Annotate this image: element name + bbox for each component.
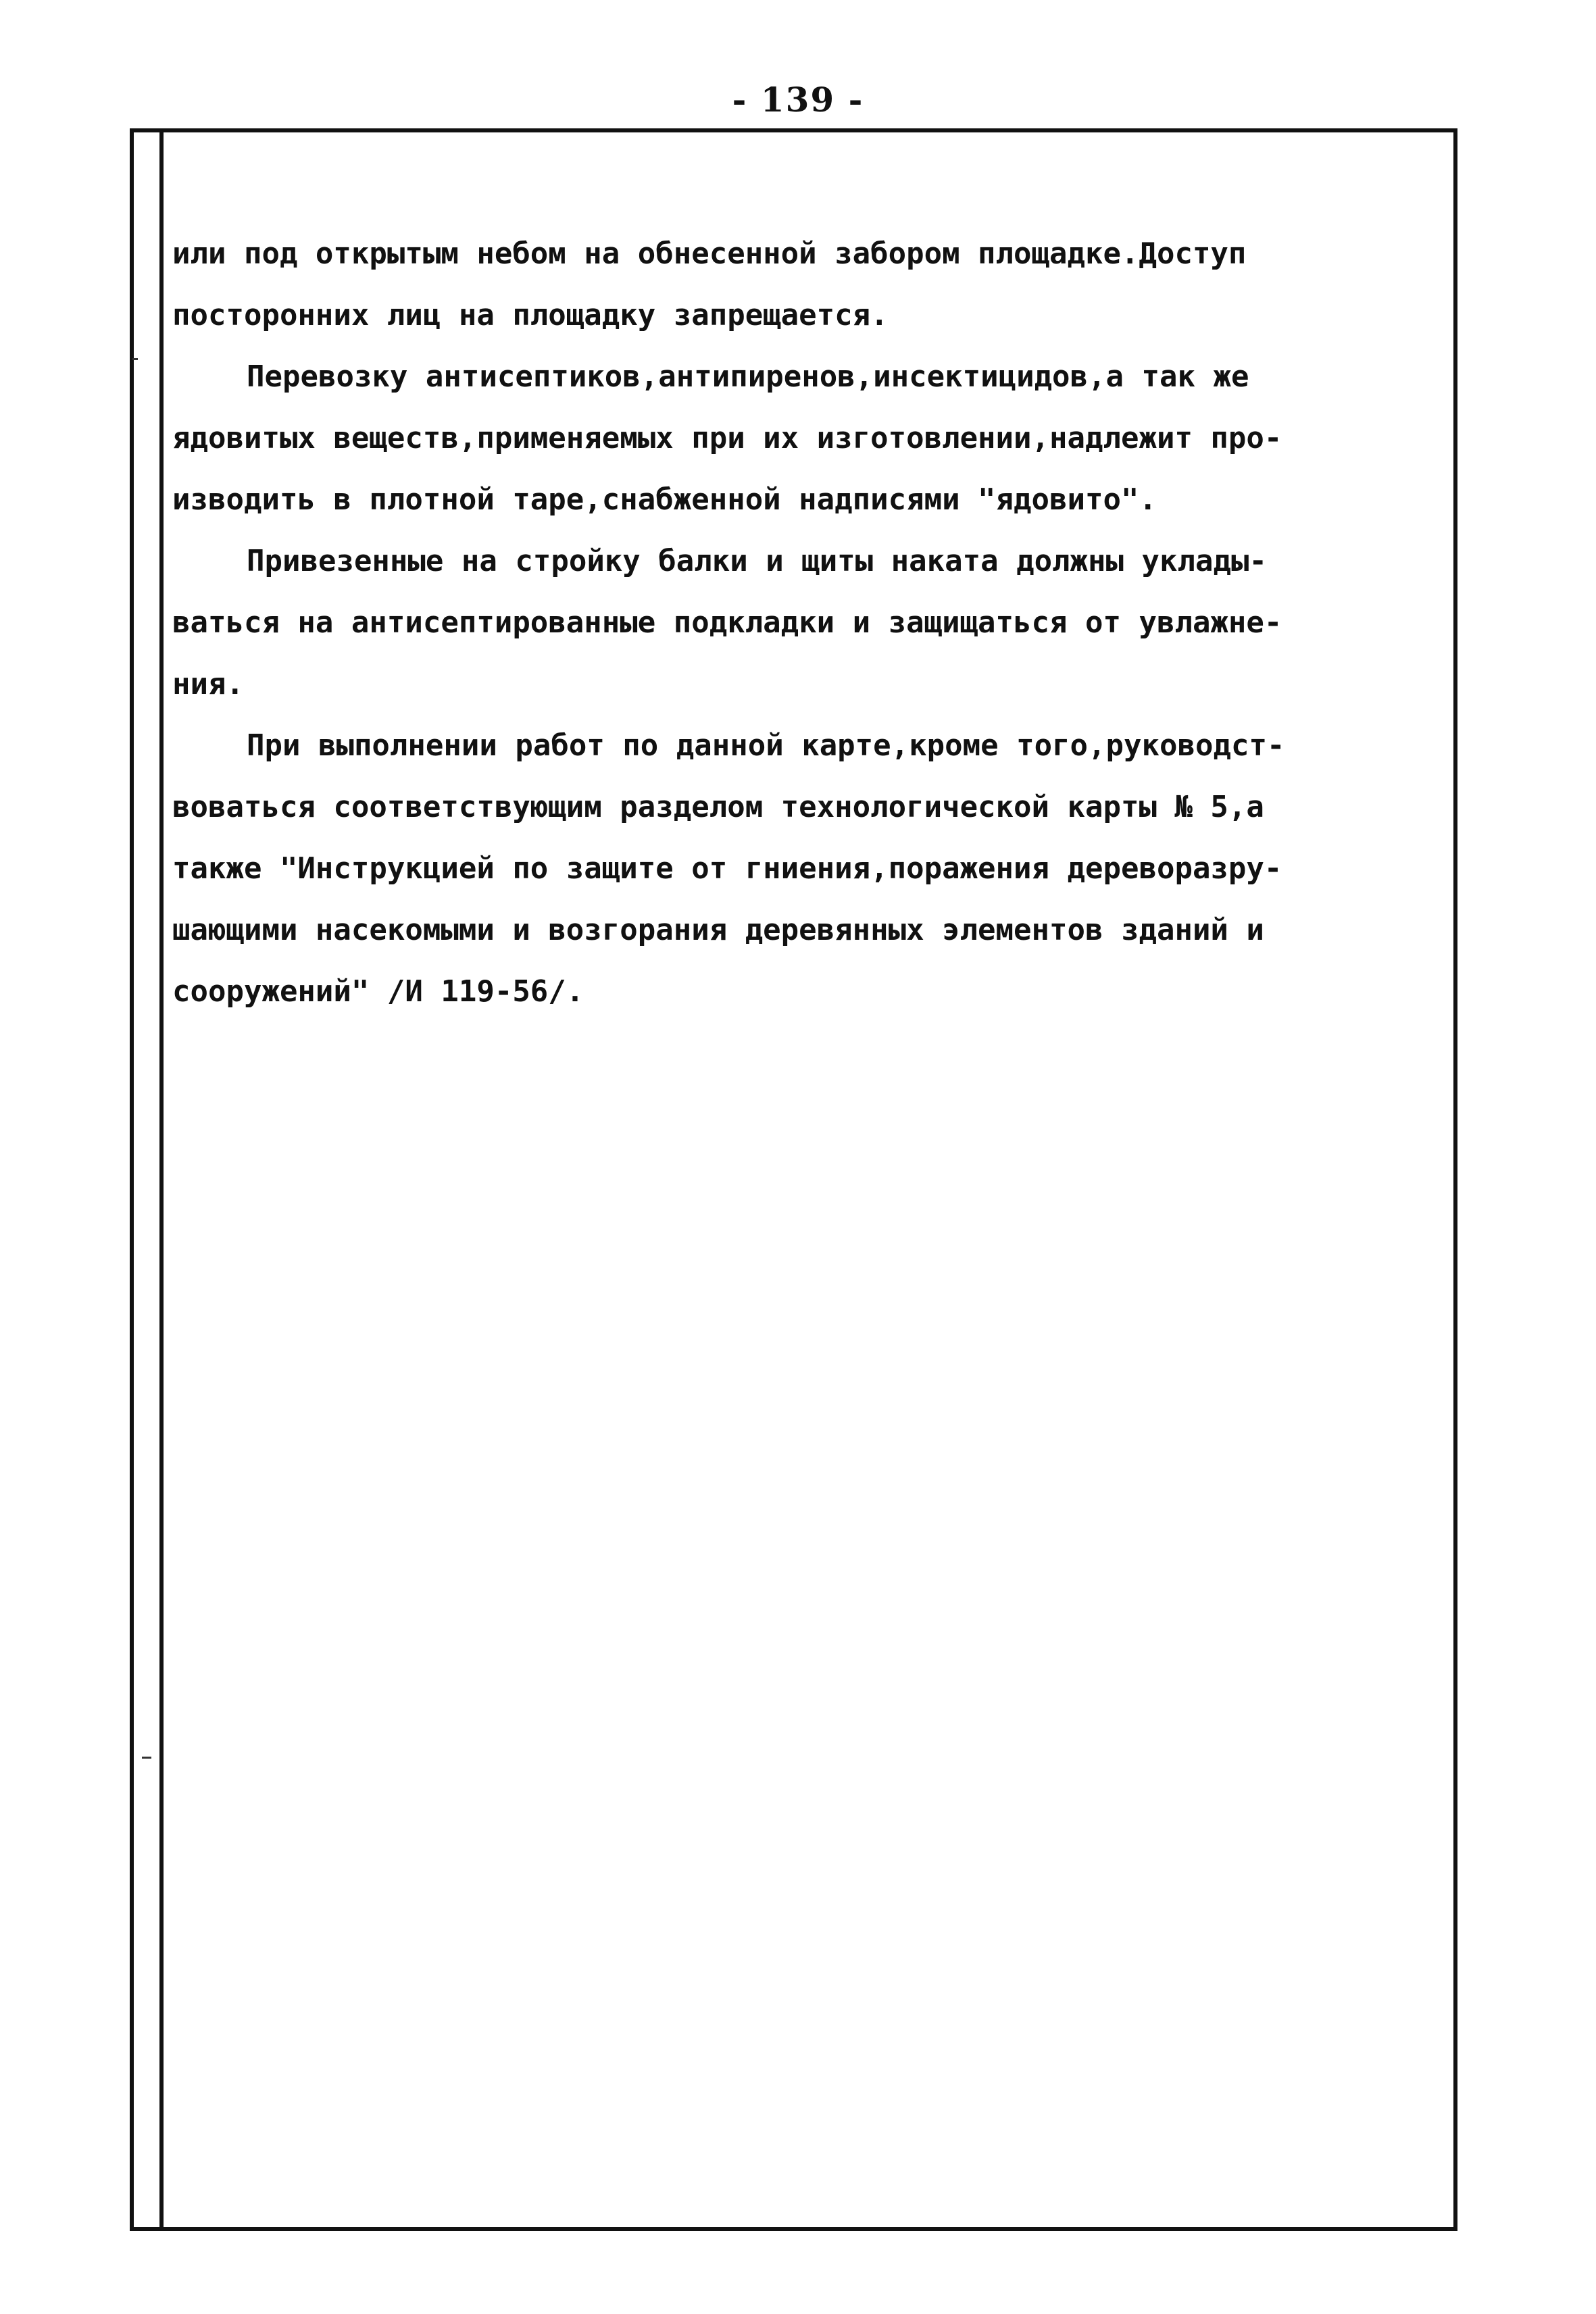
text-line: сооружений" /И 119-56/.	[172, 974, 584, 1009]
text-line: или под открытым небом на обнесенной забором площадке.Доступ	[172, 236, 1247, 271]
paragraph-transport	[172, 346, 1436, 530]
paragraph-delivery	[172, 530, 1436, 715]
text-line: ядовитых веществ,применяемых при их изготовлении,надлежит про-	[172, 421, 1282, 455]
frame-inner-border	[159, 132, 164, 2231]
text-line: шающими насекомыми и возгорания деревянных элементов зданий и	[172, 913, 1264, 947]
text-line: Перевозку антисептиков,антипиренов,инсектицидов,а так же	[247, 359, 1249, 394]
text-line: Привезенные на стройку балки и щиты наката должны уклады-	[247, 544, 1267, 578]
document-body	[172, 223, 1436, 1022]
text-line: При выполнении работ по данной карте,кроме того,руководст-	[247, 728, 1285, 763]
text-line: воваться соответствующим разделом технологической карты № 5,а	[172, 790, 1264, 824]
paragraph-storage	[172, 223, 1436, 346]
left-edge-mark-top	[132, 358, 138, 360]
left-edge-mark-bottom	[142, 1757, 151, 1759]
text-line: также "Инструкцией по защите от гниения,поражения дереворазру-	[172, 851, 1282, 886]
page-number: - 139 -	[732, 80, 864, 120]
text-line: посторонних лиц на площадку запрещается.	[172, 298, 889, 332]
text-line: изводить в плотной таре,снабженной надписями "ядовито".	[172, 482, 1157, 517]
text-line: ваться на антисептированные подкладки и защищаться от увлажне-	[172, 605, 1282, 640]
text-line: ния.	[172, 667, 244, 701]
paragraph-guidance	[172, 715, 1436, 1022]
